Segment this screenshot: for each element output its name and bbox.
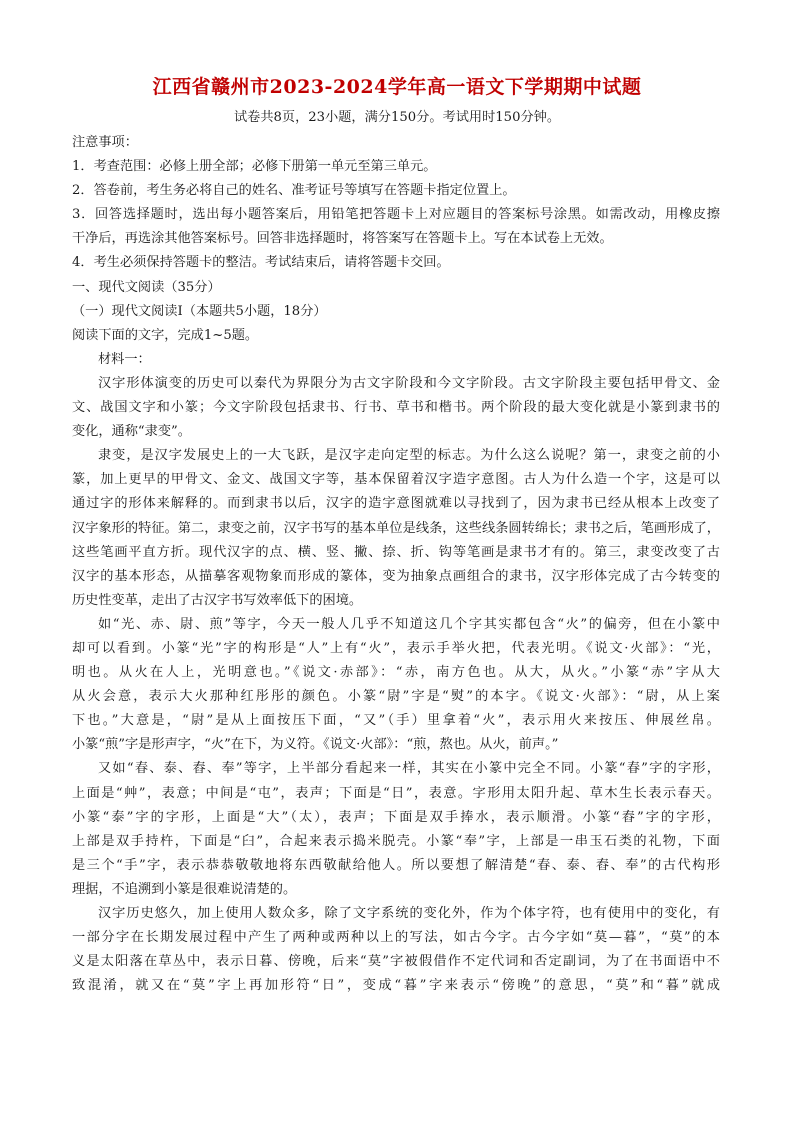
paragraph-line: 变化，通称“隶变”。 (72, 424, 191, 440)
paragraph-line: 理据，不追溯到小篆是很难说清楚的。 (72, 881, 297, 897)
paragraph-line: 文、战国文字和小篆；今文字阶段包括隶书、行书、草书和楷书。两个阶段的最大变化就是小篆到隶书的 (72, 400, 720, 416)
notice-item: 3．回答选择题时，选出每小题答案后，用铅笔把答题卡上对应题目的答案标号涂黑。如需改动，用橡皮擦 (72, 207, 720, 223)
subsection-heading: （一）现代文阅读Ⅰ（本题共5小题，18分） (72, 303, 327, 319)
paragraph-line: 上部是双手持杵，下面是“臼”，合起来表示捣米脱壳。小篆“奉”字，上部是一串玉石类的礼物，下面 (72, 833, 720, 849)
paragraph-line: 汉字历史悠久，加上使用人数众多，除了文字系统的变化外，作为个体字符，也有使用中的变化，有 (98, 906, 720, 921)
paragraph-line: 隶变，是汉字发展史上的一大飞跃，是汉字走向定型的标志。为什么这么说呢？第一，隶变之前的小 (98, 448, 720, 464)
paragraph-line: 下也。”大意是，“尉”是从上面按压下面，“又”（手）里拿着“火”，表示用火来按压、伸展丝帛。 (72, 713, 720, 729)
paragraph-line: 通过字的形体来解释的。而到隶书以后，汉字的造字意图就难以寻找到了，因为隶书已经从根本上改变了 (72, 496, 720, 512)
paragraph-line: 从火会意，表示大火那种红彤彤的颜色。小篆“尉”字是“熨”的本字。《说文·火部》：“尉，从上案 (72, 689, 720, 705)
instruction: 阅读下面的文字，完成1~5题。 (72, 327, 259, 343)
page-title: 江西省赣州市2023-2024学年高一语文下学期期中试题 (152, 76, 642, 98)
section-heading: 一、现代文阅读（35分） (72, 279, 221, 295)
paragraph-line: 这些笔画平直方折。现代汉字的点、横、竖、撇、捺、折、钩等笔画是隶书才有的。第三，隶变改变了古 (72, 544, 720, 560)
paragraph-line: 小篆“泰”字的字形，上面是“大”（太），表声；下面是双手捧水，表示顺滑。小篆“舂”字的字形， (72, 809, 720, 825)
notice-item: 1．考查范围：必修上册全部；必修下册第一单元至第三单元。 (72, 159, 437, 175)
paragraph-line: 上面是“艸”，表意；中间是“屯”，表声；下面是“日”，表意。字形用太阳升起、草木生长表示春天。 (72, 785, 720, 801)
notice-item: 2．答卷前，考生务必将自己的姓名、准考证号等填写在答题卡指定位置上。 (72, 183, 516, 199)
notice-heading: 注意事项： (72, 135, 138, 150)
paragraph-line: 篆，加上更早的甲骨文、金文、战国文字等，基本保留着汉字造字意图。古人为什么造一个字，这是可以 (72, 472, 720, 488)
paragraph-line: 汉字象形的特征。第二，隶变之前，汉字书写的基本单位是线条，这些线条圆转绵长；隶书之后，笔画形成了， (72, 520, 720, 536)
paragraph-line: 却可以看到。小篆“光”字的构形是“人”上有“火”，表示手举火把，代表光明。《说文·火部》：“光， (72, 640, 720, 656)
paragraph-line: 义是太阳落在草丛中，表示日暮、傍晚，后来“莫”字被假借作不定代词和否定副词，为了在书面语中不 (72, 954, 720, 970)
paragraph-line: 小篆“煎”字是形声字，“火”在下，为义符。《说文·火部》：“煎，熬也。从火，前声。” (72, 737, 559, 753)
paragraph-line: 一部分字在长期发展过程中产生了两种或两种以上的写法，如古今字。古今字如“莫—暮”，“莫”的本 (72, 930, 720, 946)
document-body (72, 131, 720, 998)
notice-item: 4．考生必须保持答题卡的整洁。考试结束后，请将答题卡交回。 (72, 255, 450, 271)
paragraph-line: 又如“春、泰、舂、奉”等字，上半部分看起来一样，其实在小篆中完全不同。小篆“春”字的字形， (98, 761, 720, 777)
paragraph-line: 是三个“手”字，表示恭恭敬敬地将东西敬献给他人。所以要想了解清楚“春、泰、舂、奉”的古代构形 (72, 857, 720, 873)
paragraph-line: 汉字的基本形态，从描摹客观物象而形成的篆体，变为抽象点画组合的隶书，汉字形体完成了古今转变的 (72, 568, 720, 584)
material-label: 材料一： (98, 351, 151, 367)
paragraph-line: 致混淆，就又在“莫”字上再加形符“日”，变成“暮”字来表示“傍晚”的意思，“莫”和“暮”就成 (72, 978, 720, 994)
paragraph-line: 历史性变革，走出了古汉字书写效率低下的困境。 (72, 592, 363, 608)
notice-item: 干净后，再选涂其他答案标号。回答非选择题时，将答案写在答题卡上。写在本试卷上无效。 (72, 231, 613, 247)
paragraph-line: 如“光、赤、尉、煎”等字，今天一般人几乎不知道这几个字其实都包含“火”的偏旁，但在小篆中 (98, 616, 720, 632)
paragraph-line: 汉字形体演变的历史可以秦代为界限分为古文字阶段和今文字阶段。古文字阶段主要包括甲骨文、金 (98, 375, 720, 391)
exam-info: 试卷共8页，23小题，满分150分。考试用时150分钟。 (233, 110, 561, 125)
paragraph-line: 明也。从火在人上，光明意也。”《说文·赤部》：“赤，南方色也。从大，从火。”小篆“赤”字从大 (72, 665, 720, 681)
